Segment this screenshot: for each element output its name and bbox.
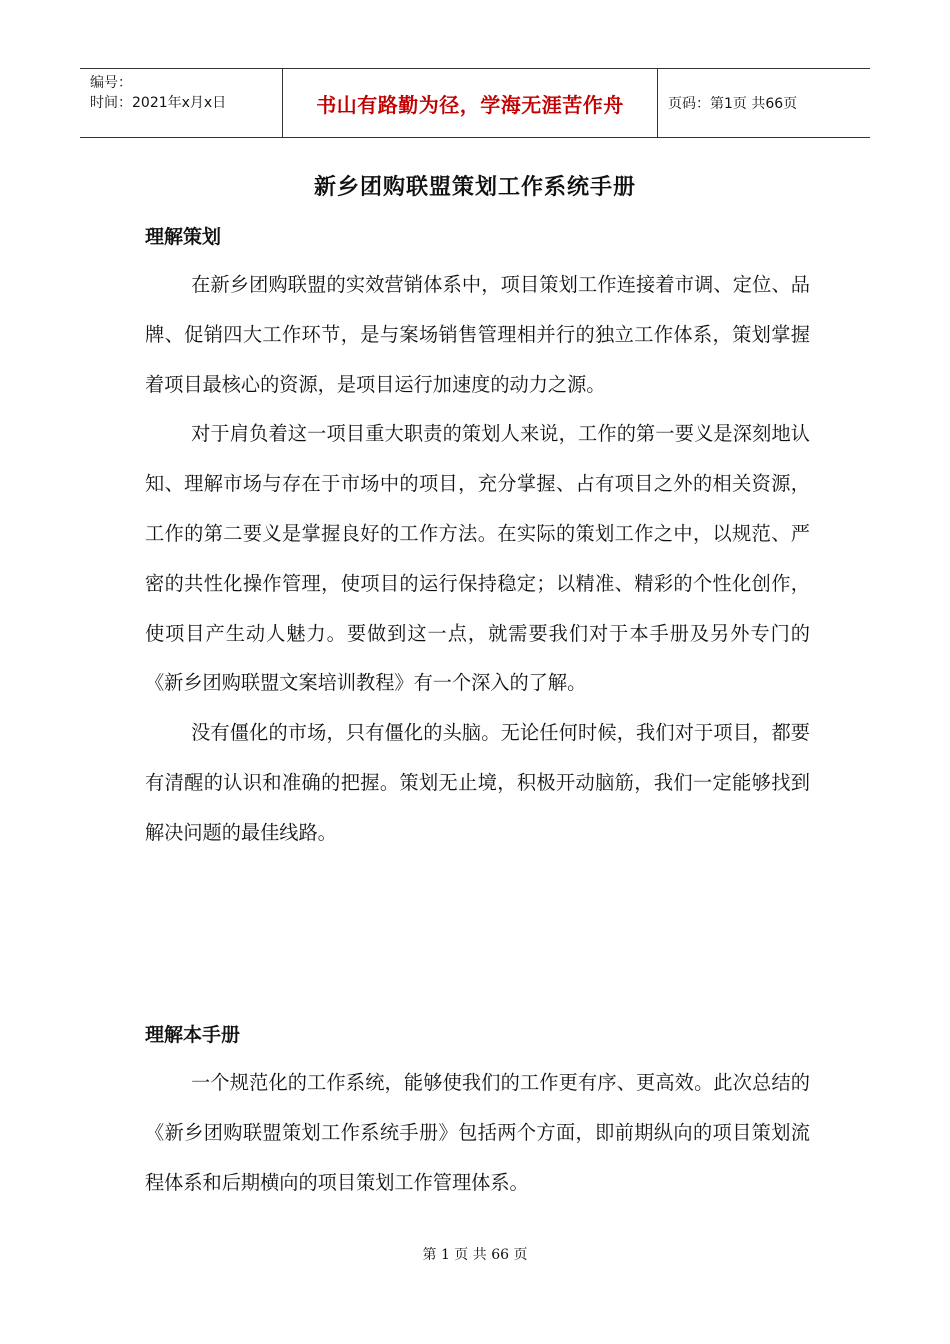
paragraph: 没有僵化的市场，只有僵化的头脑。无论任何时候，我们对于项目，都要有清醒的认识和准确的把握。策划无止境，积极开动脑筋，我们一定能够找到解决问题的最佳线路。 bbox=[145, 721, 810, 844]
page-header bbox=[80, 68, 870, 138]
section-body-understand-manual bbox=[145, 1058, 810, 1207]
paragraph: 一个规范化的工作系统，能够使我们的工作更有序、更高效。此次总结的《新乡团购联盟策划工作系统手册》包括两个方面，即前期纵向的项目策划流程体系和后期横向的项目策划工作管理体系。 bbox=[145, 1071, 810, 1194]
header-motto: 书山有路勤为径，学海无涯苦作舟 bbox=[282, 69, 658, 137]
document-title: 新乡团购联盟策划工作系统手册 bbox=[313, 175, 636, 200]
section-body-understand-planning bbox=[145, 260, 810, 858]
number-label: 编号： bbox=[90, 75, 132, 91]
section-heading-understand-manual: 理解本手册 bbox=[145, 1024, 241, 1046]
paragraph: 对于肩负着这一项目重大职责的策划人来说，工作的第一要义是深刻地认知、理解市场与存在于市场中的项目，充分掌握、占有项目之外的相关资源，工作的第二要义是掌握良好的工作方法。在实际的策划工作之中，以规范、严密的共性化操作管理，使项目的运行保持稳定；以精准、精彩的个性化创作，使项目产生动人魅力。要做到这一点，就需要我们对于本手册及另外专门的《新乡团购联盟文案培训教程》有一个深入的了解。 bbox=[145, 422, 810, 695]
header-page-info: 页码：第1页 共66页 bbox=[668, 96, 798, 112]
section-heading-understand-planning: 理解策划 bbox=[145, 226, 222, 248]
paragraph: 在新乡团购联盟的实效营销体系中，项目策划工作连接着市调、定位、品牌、促销四大工作环节，是与案场销售管理相并行的独立工作体系，策划掌握着项目最核心的资源，是项目运行加速度的动力之源。 bbox=[145, 273, 810, 396]
time-label: 时间：2021年x月x日 bbox=[90, 95, 227, 111]
page-footer: 第 1 页 共 66 页 bbox=[422, 1247, 528, 1263]
header-meta bbox=[80, 69, 282, 137]
